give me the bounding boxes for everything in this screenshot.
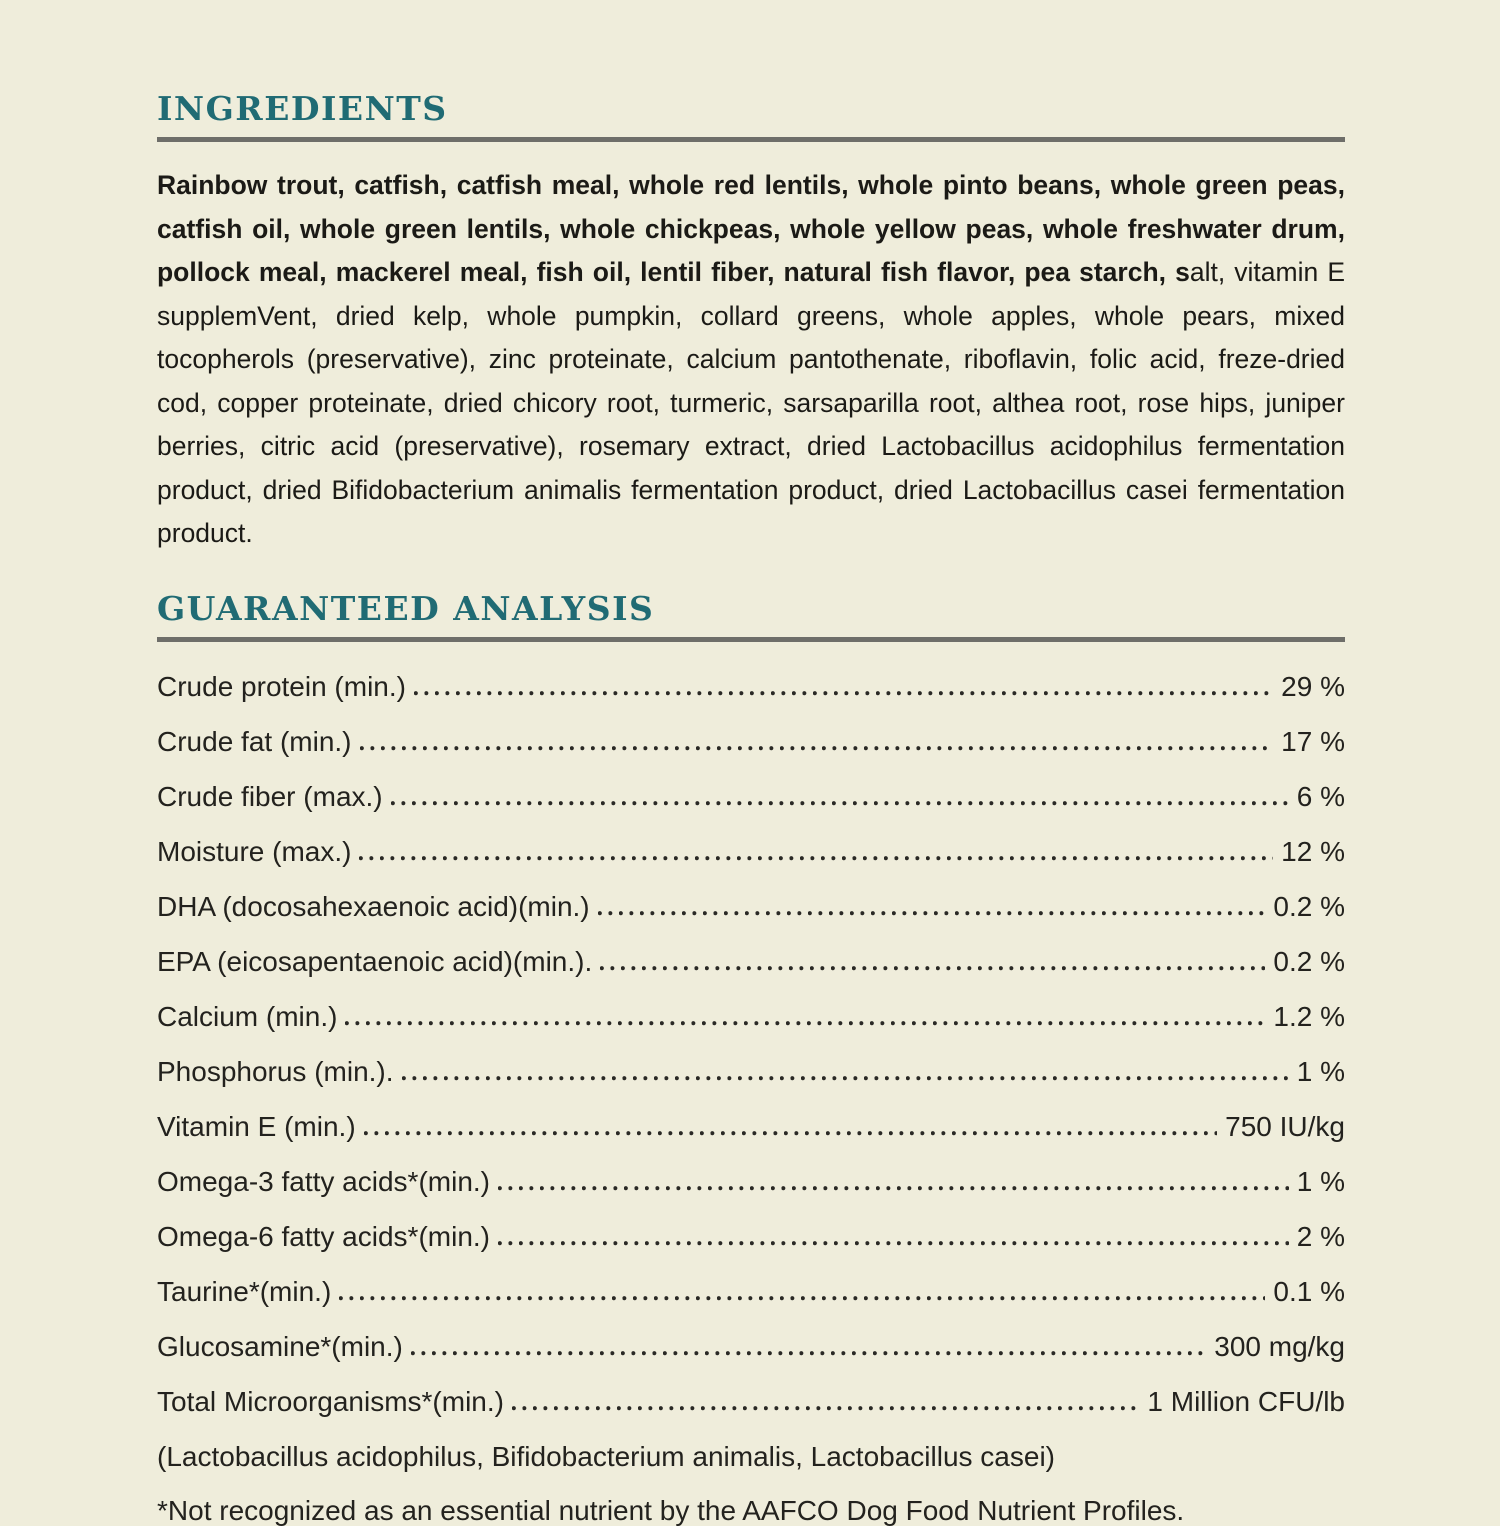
analysis-row-value: 1 %: [1296, 1055, 1345, 1087]
analysis-row-value: 1.2 %: [1273, 1000, 1345, 1032]
dot-leader: [360, 745, 1274, 752]
analysis-row-label: Total Microorganisms*(min.): [157, 1385, 504, 1417]
dot-leader: [391, 800, 1289, 807]
dot-leader: [600, 965, 1265, 972]
ingredients-bold-run: Rainbow trout, catfish, catfish meal, whole red lentils, whole pinto beans, whole green peas, catfish oil, whole green lentils, whole chickpeas, whole yellow peas, whole freshwater drum, pollock meal, mackerel meal, fish oil, lentil fiber, natural fish flavor, pea starch, s: [157, 170, 1345, 287]
analysis-row: [157, 1057, 1345, 1086]
analysis-row: [157, 1277, 1345, 1306]
analysis-row-value: 1 Million CFU/lb: [1147, 1385, 1345, 1417]
aafco-footnote: *Not recognized as an essential nutrient by the AAFCO Dog Food Nutrient Profiles.: [157, 1494, 1185, 1526]
analysis-row: [157, 1332, 1345, 1361]
ingredients-section-title: INGREDIENTS: [157, 89, 448, 128]
analysis-row: [157, 782, 1345, 811]
guaranteed-analysis-section-title: GUARANTEED ANALYSIS: [157, 588, 655, 628]
dot-leader: [414, 690, 1273, 697]
analysis-row-label: Moisture (max.): [157, 835, 352, 867]
analysis-row-label: Crude protein (min.): [157, 670, 406, 702]
analysis-row-value: 6 %: [1296, 780, 1345, 812]
analysis-row-value: 17 %: [1281, 725, 1345, 757]
analysis-row-value: 300 mg/kg: [1214, 1330, 1345, 1362]
analysis-row-value: 2 %: [1296, 1220, 1345, 1252]
analysis-row-label: Crude fat (min.): [157, 725, 352, 757]
dot-leader: [512, 1405, 1139, 1412]
analysis-row-label: DHA (docosahexaenoic acid)(min.): [157, 890, 590, 922]
dot-leader: [598, 910, 1266, 917]
analysis-row: [157, 837, 1345, 866]
dot-leader: [402, 1075, 1289, 1082]
analysis-row: [157, 1387, 1345, 1416]
dot-leader: [339, 1295, 1265, 1302]
analysis-row-label: Omega-6 fatty acids*(min.): [157, 1220, 490, 1252]
ingredients-divider-rule: [157, 137, 1345, 142]
microorganisms-note: (Lactobacillus acidophilus, Bifidobacterium animalis, Lactobacillus casei): [157, 1440, 1055, 1472]
label-content: [157, 0, 1345, 1526]
analysis-row-label: Vitamin E (min.): [157, 1110, 356, 1142]
analysis-row-value: 0.1 %: [1273, 1275, 1345, 1307]
dot-leader: [498, 1240, 1289, 1247]
analysis-row: [157, 1167, 1345, 1196]
analysis-row-label: Phosphorus (min.).: [157, 1055, 394, 1087]
analysis-row-value: 0.2 %: [1273, 945, 1345, 977]
ingredients-paragraph: [157, 164, 1345, 556]
analysis-row: [157, 727, 1345, 756]
analysis-row-label: Omega-3 fatty acids*(min.): [157, 1165, 490, 1197]
analysis-row-value: 12 %: [1281, 835, 1345, 867]
analysis-row-value: 29 %: [1281, 670, 1345, 702]
analysis-row: [157, 892, 1345, 921]
analysis-row-label: EPA (eicosapentaenoic acid)(min.).: [157, 945, 593, 977]
analysis-row-label: Crude fiber (max.): [157, 780, 383, 812]
analysis-row: [157, 1112, 1345, 1141]
ingredients-regular-run: alt, vitamin E supplemVent, dried kelp, whole pumpkin, collard greens, whole apples, whole pears, mixed tocopherols (preservative), zinc proteinate, calcium pantothenate, riboflavin, folic acid, freze-dried cod, copper proteinate, dried chicory root, turmeric, sarsaparilla root, althea root, rose hips, juniper berries, citric acid (preservative), rosemary extract, dried Lactobacillus acidophilus fermentation product, dried Bifidobacterium animalis fermentation product, dried Lactobacillus casei fermentation product.: [157, 257, 1345, 548]
guaranteed-analysis-divider-rule: [157, 637, 1345, 642]
dot-leader: [498, 1185, 1289, 1192]
analysis-row-value: 1 %: [1296, 1165, 1345, 1197]
analysis-row-value: 0.2 %: [1273, 890, 1345, 922]
dot-leader: [364, 1130, 1218, 1137]
analysis-row-value: 750 IU/kg: [1225, 1110, 1345, 1142]
analysis-row: [157, 672, 1345, 701]
analysis-row: [157, 947, 1345, 976]
analysis-row-label: Calcium (min.): [157, 1000, 338, 1032]
analysis-row-label: Glucosamine*(min.): [157, 1330, 403, 1362]
analysis-row: [157, 1222, 1345, 1251]
analysis-row-label: Taurine*(min.): [157, 1275, 332, 1307]
analysis-row: [157, 1002, 1345, 1031]
dot-leader: [359, 855, 1273, 862]
dot-leader: [411, 1350, 1206, 1357]
dot-leader: [345, 1020, 1265, 1027]
analysis-rows: [157, 672, 1345, 1416]
